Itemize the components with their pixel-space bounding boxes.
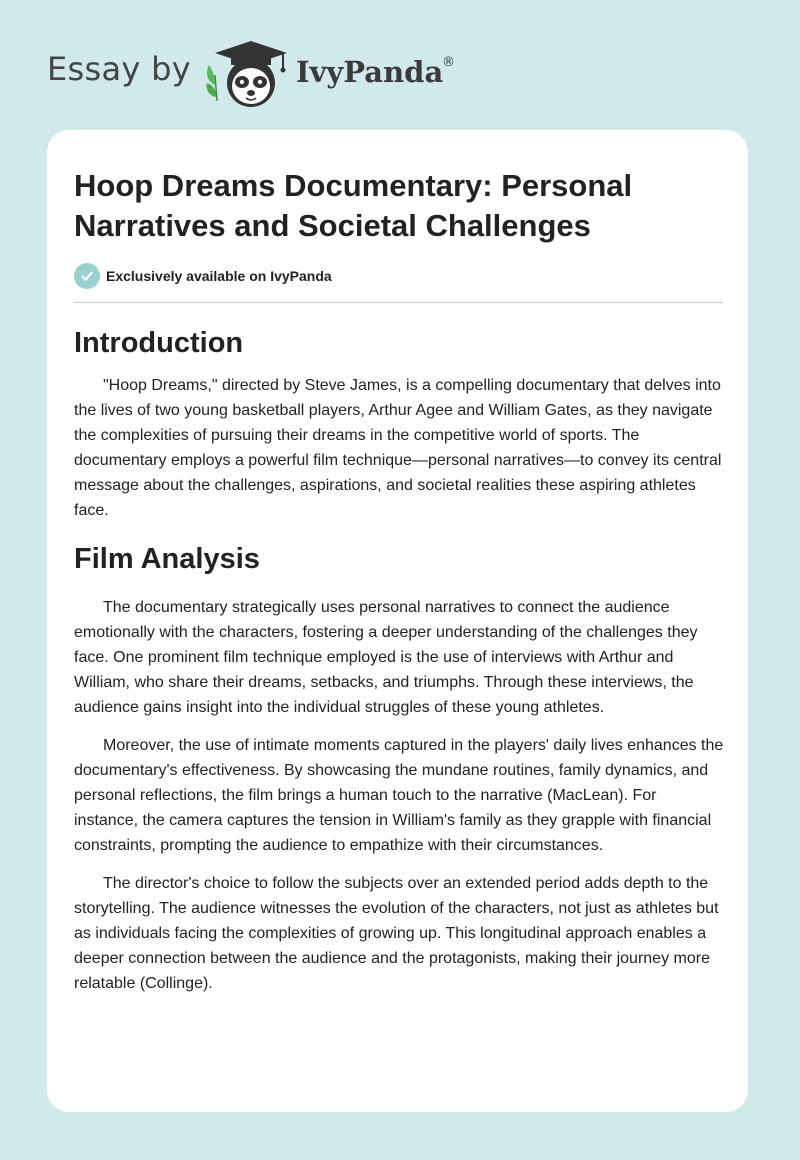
essay-card (47, 130, 748, 1112)
paragraph: The director's choice to follow the subjects over an extended period adds depth to the storytelling. The audience witnesses the evolution of the characters, not just as athletes but as individuals facing the complexities of growing up. This longitudinal approach enables a deeper connection between the audience and the protagonists, making their journey more relatable (Collinge). (74, 875, 719, 992)
paragraph: "Hoop Dreams," directed by Steve James, is a compelling documentary that delves into the lives of two young basketball players, Arthur Agee and William Gates, as they navigate the complexities of pursuing their dreams in the competitive world of sports. The documentary employs a powerful film technique—personal narratives—to convey its central message about the challenges, aspirations, and societal realities these aspiring athletes face. (74, 377, 722, 519)
check-circle-icon (74, 263, 100, 289)
badge-label: Exclusively available on IvyPanda (106, 268, 332, 284)
essay-by-label: Essay by (47, 50, 191, 88)
panda-logo-icon[interactable] (203, 35, 293, 110)
paragraph: The documentary strategically uses personal narratives to connect the audience emotionally with the characters, fostering a deeper understanding of the challenges they face. One prominent film technique employed is the use of interviews with Arthur and William, who share their dreams, setbacks, and triumphs. Through these interviews, the audience gains insight into the individual struggles of these young athletes. (74, 599, 698, 716)
brand-name[interactable]: IvyPanda (296, 55, 444, 89)
page-title: Hoop Dreams Documentary: Personal Narratives and Societal Challenges (74, 168, 633, 243)
article-body (74, 320, 724, 1009)
section-heading-introduction: Introduction (74, 327, 244, 359)
site-header (0, 0, 800, 130)
paragraph: Moreover, the use of intimate moments captured in the players' daily lives enhances the documentary's effectiveness. By showcasing the mundane routines, family dynamics, and personal reflections, the film brings a human touch to the narrative (MacLean). For instance, the camera captures the tension in William's family as they grapple with financial constraints, prompting the audience to empathize with their circumstances. (74, 737, 724, 854)
exclusive-badge (74, 263, 332, 289)
registered-mark: ® (442, 55, 455, 70)
section-heading-film-analysis: Film Analysis (74, 543, 260, 575)
title-divider (74, 302, 723, 303)
